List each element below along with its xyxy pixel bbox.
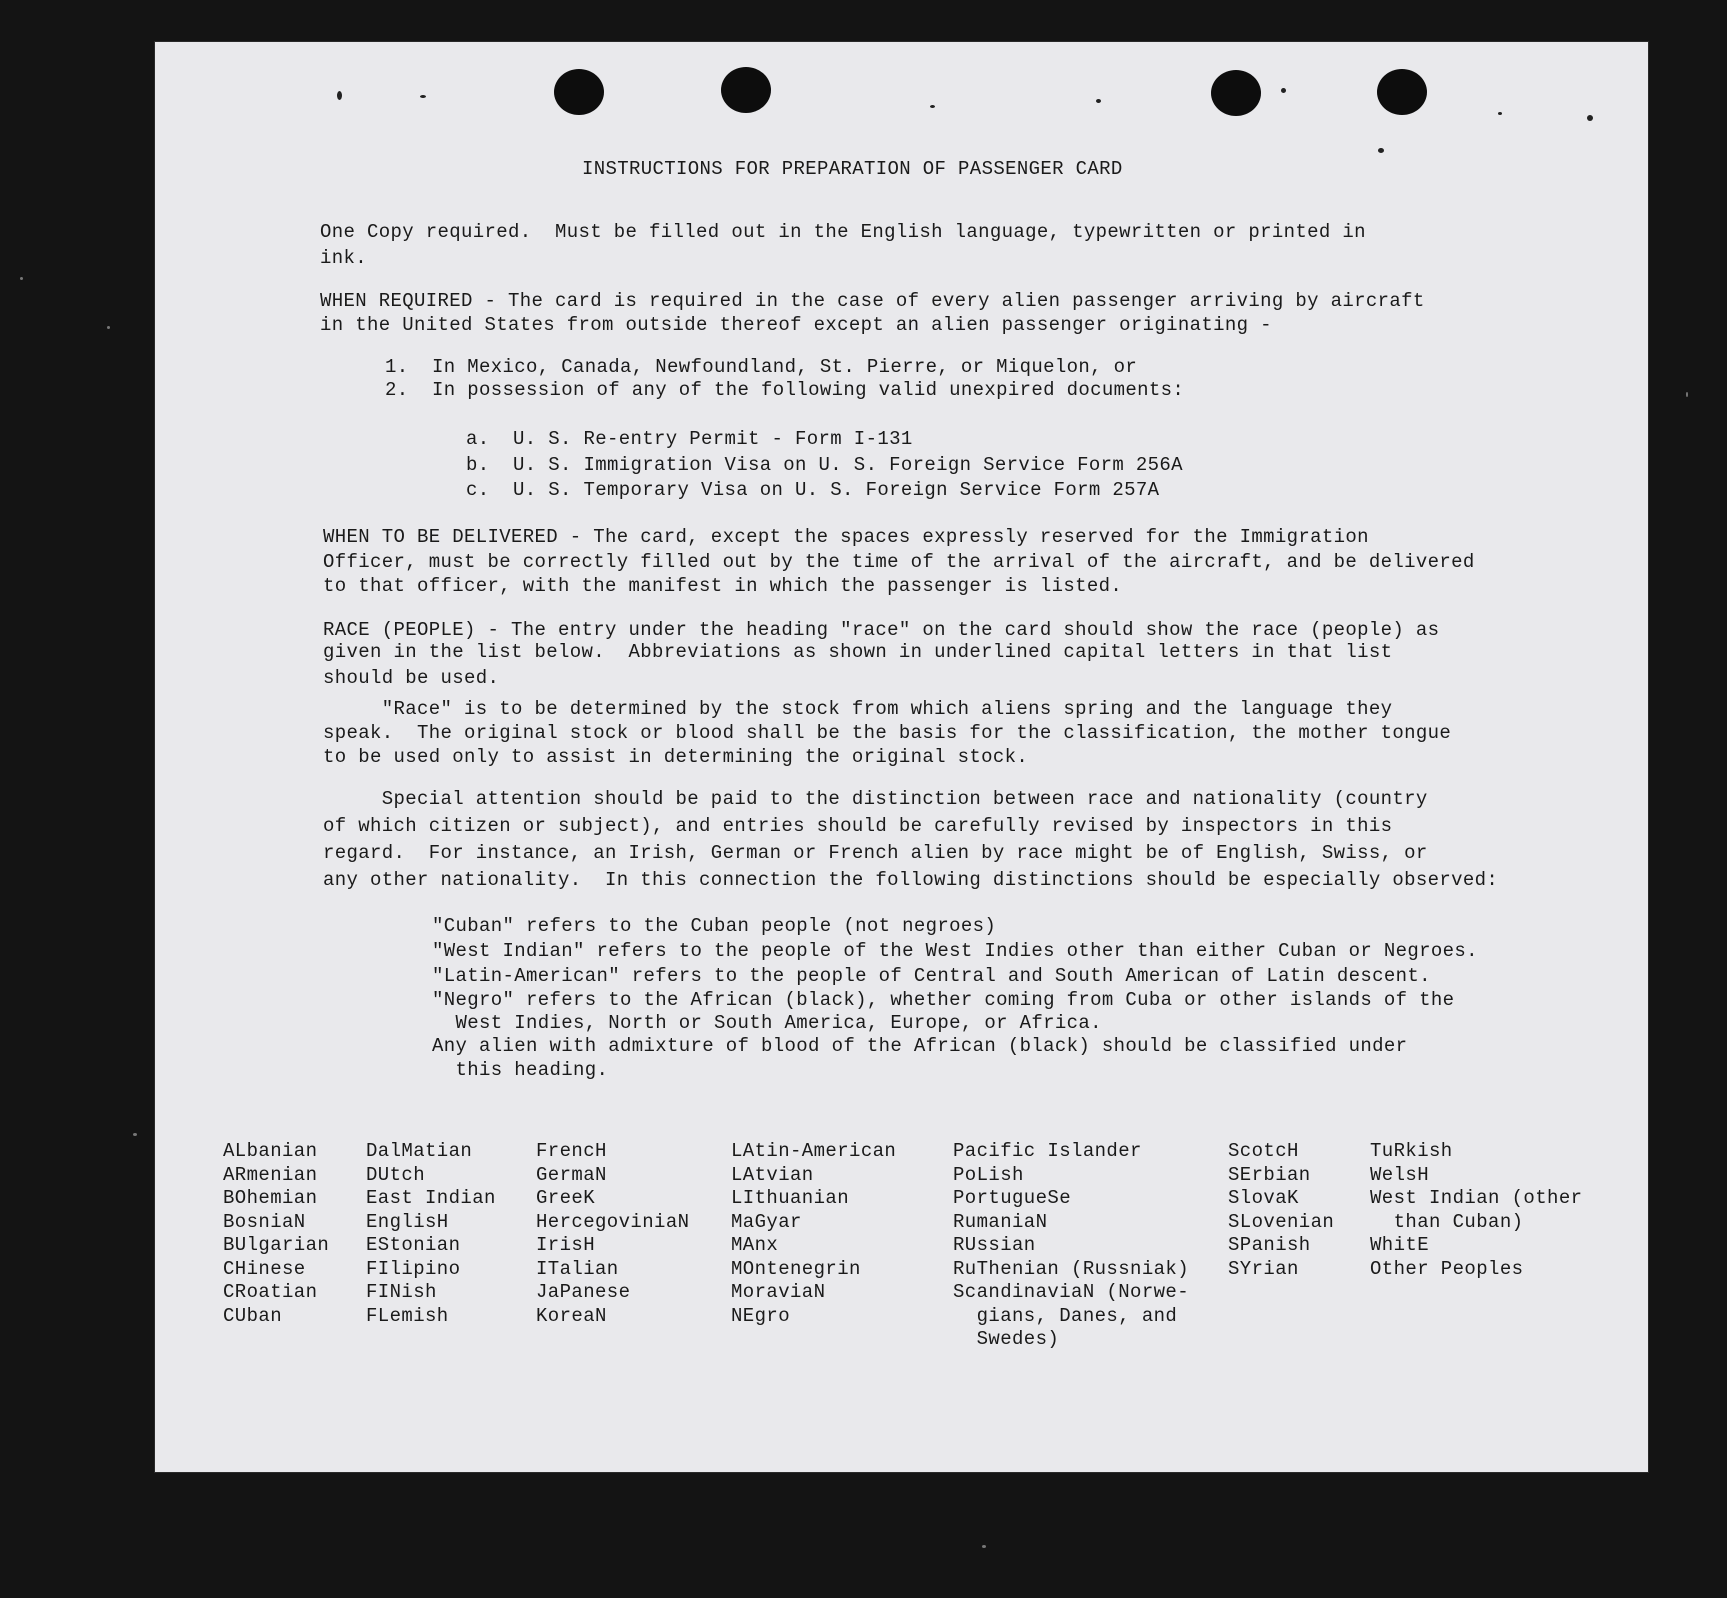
punch-hole: [554, 69, 604, 115]
race-list-item: IrisH: [536, 1234, 596, 1256]
distinction-line: "Negro" refers to the African (black), whether coming from Cuba or other islands of the: [432, 989, 1455, 1011]
speck: [337, 91, 342, 100]
race-list-item: Swedes): [953, 1328, 1060, 1350]
race-list-item: ITalian: [536, 1257, 619, 1280]
scan-speck: [107, 326, 110, 329]
race-list-item: PoLish: [953, 1163, 1024, 1186]
special-attention-line: Special attention should be paid to the distinction between race and nationality (country: [323, 788, 1428, 810]
race-list-item: ScotcH: [1228, 1140, 1299, 1162]
race-list-item: SlovaK: [1228, 1187, 1299, 1209]
race-list-item: SErbian: [1228, 1163, 1311, 1186]
when-delivered-line: Officer, must be correctly filled out by the time of the arrival of the aircraft, and be delivered: [323, 551, 1475, 573]
race-list-item: MAnx: [731, 1234, 779, 1256]
race-list-item: KoreaN: [536, 1304, 607, 1327]
race-list-item: Pacific Islander: [953, 1140, 1142, 1162]
race-list-item: BOhemian: [223, 1187, 318, 1209]
race-list-item: NEgro: [731, 1304, 791, 1327]
race-list-item: FrencH: [536, 1140, 607, 1162]
race-list-item: GermaN: [536, 1163, 607, 1186]
lettered-item: b. U. S. Immigration Visa on U. S. Foreign Service Form 256A: [466, 454, 1183, 476]
race-list-item: HercegoviniaN: [536, 1210, 690, 1233]
race-list-item: JaPanese: [536, 1281, 631, 1303]
race-list-item: EnglisH: [366, 1210, 449, 1233]
special-attention-line: regard. For instance, an Irish, German or French alien by race might be of English, Swiss, or: [323, 842, 1428, 864]
intro-line: ink.: [320, 247, 368, 269]
race-list-item: WelsH: [1370, 1163, 1430, 1186]
when-delivered-line: to that officer, with the manifest in which the passenger is listed.: [323, 575, 1123, 597]
distinction-line: "Latin-American" refers to the people of Central and South American of Latin descent.: [432, 965, 1431, 987]
race-definition-line: speak. The original stock or blood shall be the basis for the classification, the mother tongue: [323, 722, 1452, 744]
punch-hole: [1211, 70, 1261, 116]
distinction-line: "West Indian" refers to the people of the West Indies other than either Cuban or Negroes.: [432, 940, 1478, 962]
when-required-line: in the United States from outside thereof except an alien passenger originating -: [320, 314, 1272, 336]
distinction-line: "Cuban" refers to the Cuban people (not negroes): [432, 915, 997, 937]
speck: [930, 105, 935, 108]
lettered-item: c. U. S. Temporary Visa on U. S. Foreign Service Form 257A: [466, 479, 1160, 501]
punch-hole: [1377, 69, 1427, 115]
race-list-item: MaGyar: [731, 1210, 802, 1233]
punch-hole: [721, 67, 771, 113]
race-list-item: FINish: [366, 1281, 437, 1303]
when-delivered-line: WHEN TO BE DELIVERED - The card, except the spaces expressly reserved for the Immigration: [323, 526, 1369, 548]
scan-speck: [1686, 392, 1688, 397]
race-list-item: LAtvian: [731, 1163, 814, 1186]
scan-speck: [20, 277, 23, 280]
race-list-item: ARmenian: [223, 1163, 318, 1186]
race-list-item: RUssian: [953, 1234, 1036, 1256]
special-attention-line: of which citizen or subject), and entries should be carefully revised by inspectors in this: [323, 815, 1393, 837]
race-list-item: LIthuanian: [731, 1187, 850, 1209]
scan-speck: [982, 1545, 986, 1548]
race-list-item: Other Peoples: [1370, 1257, 1524, 1280]
when-required-line: WHEN REQUIRED - The card is required in the case of every alien passenger arriving by aircraft: [320, 290, 1425, 312]
race-list-item: GreeK: [536, 1187, 596, 1209]
distinction-line: this heading.: [432, 1059, 609, 1081]
scan-speck: [133, 1133, 137, 1136]
special-attention-line: any other nationality. In this connection the following distinctions should be especially observed:: [323, 869, 1499, 891]
speck: [1096, 99, 1101, 103]
race-list-item: FIlipino: [366, 1257, 461, 1280]
numbered-item: 1. In Mexico, Canada, Newfoundland, St. Pierre, or Miquelon, or: [385, 356, 1138, 378]
distinction-line: West Indies, North or South America, Europe, or Africa.: [432, 1012, 1102, 1034]
race-list-item: LAtin-American: [731, 1140, 897, 1162]
race-definition-line: "Race" is to be determined by the stock from which aliens spring and the language they: [323, 698, 1393, 720]
speck: [1498, 112, 1502, 115]
race-list-item: TuRkish: [1370, 1140, 1453, 1162]
race-list-item: EStonian: [366, 1234, 461, 1256]
race-list-item: gians, Danes, and: [953, 1304, 1178, 1327]
race-list-item: ScandinaviaN (Norwe-: [953, 1281, 1190, 1303]
race-list-item: BosniaN: [223, 1210, 306, 1233]
race-list-item: CHinese: [223, 1257, 306, 1280]
race-list-item: SLovenian: [1228, 1210, 1335, 1233]
distinction-line: Any alien with admixture of blood of the African (black) should be classified under: [432, 1035, 1408, 1057]
race-list-item: West Indian (other: [1370, 1187, 1583, 1209]
race-line: given in the list below. Abbreviations as shown in underlined capital letters in that list: [323, 641, 1393, 663]
race-list-item: MoraviaN: [731, 1281, 826, 1303]
race-list-item: ALbanian: [223, 1140, 318, 1162]
speck: [1587, 115, 1593, 121]
race-list-item: PortugueSe: [953, 1187, 1072, 1209]
race-line: should be used.: [323, 667, 500, 689]
race-definition-line: to be used only to assist in determining the original stock.: [323, 746, 1029, 768]
race-line: RACE (PEOPLE) - The entry under the heading "race" on the card should show the race (people) as: [323, 619, 1440, 641]
race-list-item: SYrian: [1228, 1257, 1299, 1280]
intro-line: One Copy required. Must be filled out in the English language, typewritten or printed in: [320, 221, 1366, 243]
race-list-item: MOntenegrin: [731, 1257, 861, 1280]
race-list-item: East Indian: [366, 1187, 496, 1209]
numbered-item: 2. In possession of any of the following valid unexpired documents:: [385, 379, 1185, 401]
page-title: INSTRUCTIONS FOR PREPARATION OF PASSENGER CARD: [582, 158, 1123, 180]
race-list-item: DUtch: [366, 1163, 426, 1186]
race-list-item: than Cuban): [1370, 1210, 1524, 1233]
race-list-item: BUlgarian: [223, 1234, 330, 1256]
race-list-item: CRoatian: [223, 1281, 318, 1303]
race-list-item: RuThenian (Russniak): [953, 1257, 1190, 1280]
race-list-item: CUban: [223, 1304, 283, 1327]
race-list-item: DalMatian: [366, 1140, 473, 1162]
speck: [420, 95, 426, 98]
race-list-item: FLemish: [366, 1304, 449, 1327]
race-list-item: WhitE: [1370, 1234, 1430, 1256]
race-list-item: RumaniaN: [953, 1210, 1048, 1233]
race-list-item: SPanish: [1228, 1234, 1311, 1256]
speck: [1281, 88, 1286, 93]
speck: [1378, 148, 1384, 153]
lettered-item: a. U. S. Re-entry Permit - Form I-131: [466, 428, 913, 450]
